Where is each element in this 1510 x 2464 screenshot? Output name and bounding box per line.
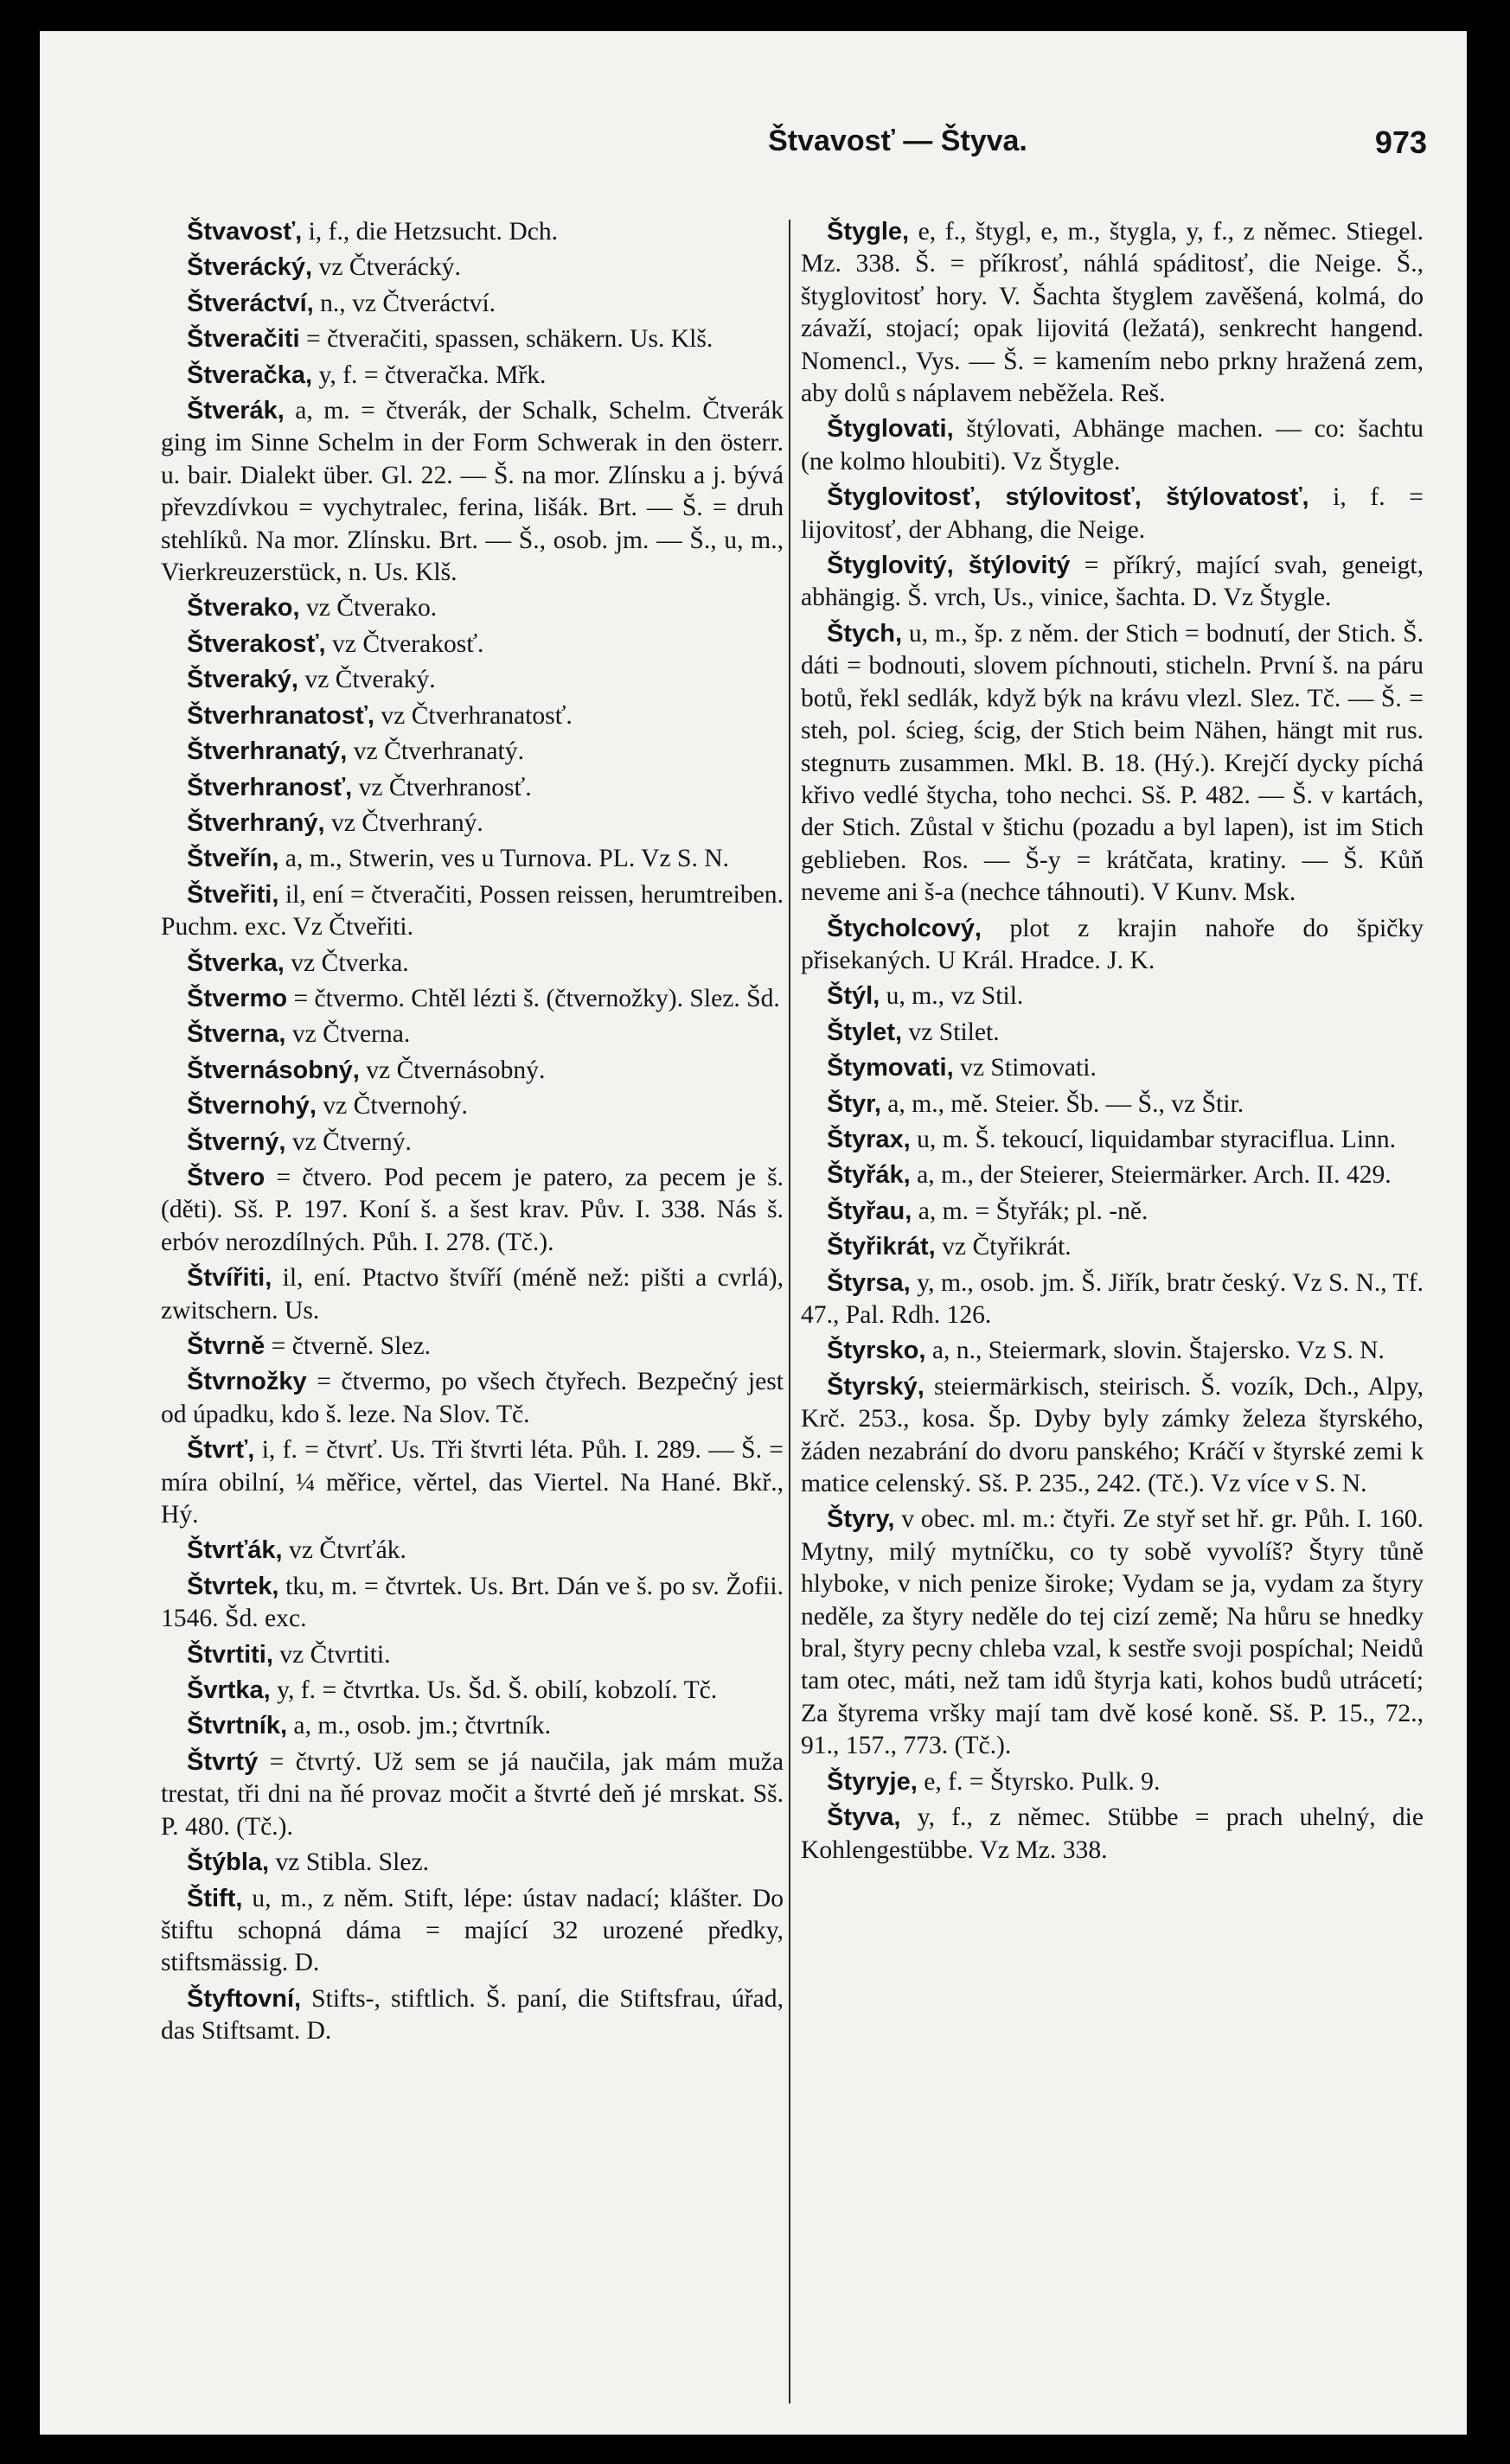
entry-definition: a, m., Stwerin, ves u Turnova. PL. Vz S. N.	[278, 845, 730, 873]
entry-definition: vz Čtverka.	[284, 948, 409, 977]
dictionary-entry	[801, 550, 1424, 615]
entry-headword: Štýl,	[827, 982, 880, 1011]
dictionary-entry	[161, 879, 784, 944]
entry-headword: Štyr,	[827, 1089, 881, 1118]
dictionary-entry	[161, 1571, 784, 1636]
dictionary-entry	[801, 1017, 1424, 1049]
entry-definition: = příkrý, mající svah, geneigt, abhängig. Š. vrch, Us., vinice, šachta. D. Vz Štygle.	[801, 552, 1424, 612]
entry-definition: vz Čtvernohý.	[316, 1092, 468, 1120]
entry-headword: Štvrně	[187, 1332, 266, 1360]
entry-headword: Štveráctví,	[187, 289, 314, 317]
entry-definition: vz Čtyřikrát.	[935, 1233, 1072, 1261]
entry-definition: vz Čtveraký.	[298, 666, 436, 694]
dictionary-entry	[161, 592, 784, 624]
dictionary-entry	[161, 1639, 784, 1671]
entry-definition: u, m., vz Stil.	[880, 982, 1024, 1011]
entry-definition: vz Čtverhranatosť.	[374, 701, 573, 730]
entry-definition: vz Stimovati.	[953, 1054, 1097, 1082]
dictionary-entry	[801, 1267, 1424, 1332]
entry-headword: Štvrtý	[187, 1747, 259, 1776]
entry-definition: a, m., osob. jm.; čtvrtník.	[287, 1712, 551, 1740]
entry-headword: Štveračka,	[187, 361, 313, 389]
dictionary-entry	[801, 1231, 1424, 1263]
entry-definition: a, n., Steiermark, slovin. Štajersko. Vz S. N.	[925, 1337, 1385, 1365]
entry-headword: Štyftovní,	[187, 1984, 302, 2013]
entry-headword: Štveračiti	[187, 325, 300, 354]
entry-definition: vz Čtverný.	[285, 1127, 412, 1156]
dictionary-entry	[161, 772, 784, 804]
dictionary-entry	[801, 1503, 1424, 1762]
entry-headword: Štvermo	[187, 984, 288, 1012]
entry-definition: a, m., mě. Steier. Šb. — Š., vz Štir.	[880, 1089, 1244, 1118]
entry-definition: tku, m. = čtvrtek. Us. Brt. Dán ve š. po sv. Žofii. 1546. Šd. exc.	[161, 1572, 784, 1633]
entry-definition: vz Čtverakosť.	[325, 629, 484, 658]
dictionary-entry	[801, 413, 1424, 478]
entry-definition: a, m. = čtverák, der Schalk, Schelm. Čtverák ging im Sinne Schelm in der Form Schwerak in den österr. u. bair. Dialekt über. Gl. 22. — Š. na mor. Zlínsku a j. bývá převzdívkou = vychytralec, ferina, lišák. Brt. — Š. = druh stehlíků. Na mor. Zlínsku. Brt. — Š., osob. jm. — Š., u, m., Vierkreuzerstück, n. Us. Klš.	[161, 397, 784, 587]
entry-definition: vz Čtverhranosť.	[352, 773, 532, 801]
entry-definition: y, f. = čtveračka. Mřk.	[312, 361, 547, 389]
entry-headword: Štverka,	[187, 948, 285, 977]
entry-definition: u, m., šp. z něm. der Stich = bodnutí, der Stich. Š. dáti = bodnouti, slovem píchnouti, sticheln. První š. na páru botů, řekl sedlák, když býk na krávu vlezl. Slez. Tč. — Š. = steh, pol. ścieg, ścig, der Stich beim Nähen, hängt mit rus. stegnuть zusammen. Mkl. B. 18. (Hý.). Krejčí dycky píchá křivo vedlé štycha, toho nechci. Sš. P. 482. — Š. v kartách, der Stich. Zůstal v štichu (pozadu a byl lapen), ist im Stich geblieben. Ros. — Š-y = krátčata, kratiny. — Š. Kůň neveme ani š-a (nechce táhnouti). V Kunv. Msk.	[801, 619, 1424, 907]
entry-headword: Štveřín,	[187, 845, 279, 873]
entry-definition: vz Čtvrtiti.	[272, 1640, 391, 1669]
entry-definition: e, f., štygl, e, m., štygla, y, f., z němec. Stiegel. Mz. 338. Š. = příkrosť, náhlá spáditosť, die Neige. Š., štyglovitosť hory. V. Šachta štyglem zavěšená, kolmá, do závaží, stojací; opak lijovitá (ležatá), senkrecht hangend. Nomencl., Vys. — Š. = kamením nebo prkny hražená zem, aby dolů s náplavem neběžela. Reš.	[801, 218, 1424, 408]
dictionary-entry	[161, 1366, 784, 1431]
entry-headword: Štverna,	[187, 1020, 286, 1049]
column-divider	[789, 220, 790, 2403]
entry-definition: = čtvero. Pod pecem je patero, za pecem je š. (děti). Sš. P. 197. Koní š. a šest krav. Pův. I. 338. Nás š. erbóv nerozdílných. Půh. I. 278. (Tč.).	[161, 1163, 784, 1256]
entry-headword: Štycholcový,	[827, 914, 982, 942]
entry-headword: Štvrť,	[187, 1436, 255, 1465]
entry-headword: Štýbla,	[187, 1848, 270, 1877]
entry-definition: = čtveračiti, spassen, schäkern. Us. Klš.	[299, 325, 713, 354]
dictionary-entry	[161, 1127, 784, 1159]
entry-definition: y, m., osob. jm. Š. Jiřík, bratr český. Vz S. N., Tf. 47., Pal. Rdh. 126.	[801, 1268, 1424, 1329]
dictionary-entry	[161, 1434, 784, 1531]
dictionary-entry	[161, 1018, 784, 1050]
dictionary-entry	[161, 323, 784, 355]
entry-headword: Štveraký,	[187, 666, 298, 694]
dictionary-entry	[161, 948, 784, 980]
entry-definition: v obec. ml. m.: čtyři. Ze styř set hř. gr. Půh. I. 160. Mytny, milý mytníčku, co ty sobě vyvolíš? Štyry tůně hlyboke, v nich penize široke; Vydam se ja, vydam za štyry neděle, za štyry neděle do tej cizí země; Na hůru se hnedky bral, štyry pecny chleba vzal, k sestře svoji pospíchal; Neidů tam otec, máti, než tam idů štyrja kati, kohos budů utrácetí; Za štyrema vršky mají tam dvě kosé koně. Sš. P. 15., 72., 91., 157., 773. (Tč.).	[801, 1505, 1424, 1760]
entry-headword: Štverakosť,	[187, 629, 326, 658]
entry-definition: štýlovati, Abhänge machen. — co: šachtu (ne kolmo hloubiti). Vz Štygle.	[801, 415, 1424, 476]
dictionary-entry	[801, 1371, 1424, 1501]
dictionary-entry	[161, 216, 784, 248]
entry-definition: u, m. Š. tekoucí, liquidambar styraciflua. Linn.	[910, 1125, 1397, 1153]
entry-definition: steiermärkisch, steirisch. Š. vozík, Dch., Alpy, Krč. 253., kosa. Šp. Dyby byly zámky železa štyrského, žáden nezabrání do dvoru panského; Kráčí v štyrské zemi k matice celenský. Sš. P. 235., 242. (Tč.). Vz více v S. N.	[801, 1372, 1424, 1498]
entry-definition: = čtvermo, po všech čtyřech. Bezpečný jest od úpadku, kdo š. leze. Na Slov. Tč.	[161, 1368, 784, 1428]
dictionary-entry	[161, 1983, 784, 2048]
entry-definition: = čtvermo. Chtěl lézti š. (čtvernožky). Slez. Šd.	[287, 984, 780, 1012]
dictionary-entry	[801, 1196, 1424, 1228]
entry-definition: i, f. = lijovitosť, der Abhang, die Neige.	[801, 483, 1424, 544]
dictionary-entry	[161, 1883, 784, 1980]
entry-headword: Štverný,	[187, 1127, 286, 1156]
entry-definition: plot z krajin nahoře do špičky přisekaných. U Král. Hradce. J. K.	[801, 914, 1424, 974]
dictionary-entry	[161, 252, 784, 284]
entry-headword: Štift,	[187, 1884, 243, 1912]
entry-definition: Stifts-, stiftlich. Š. paní, die Stiftsfrau, úřad, das Stiftsamt. D.	[161, 1984, 784, 2046]
entry-headword: Štverácký,	[187, 253, 313, 282]
running-head: Štvavosť — Štyva.	[768, 124, 1027, 157]
entry-headword: Štyrsko,	[827, 1337, 926, 1365]
entry-headword: Štvavosť,	[187, 218, 303, 246]
dictionary-entry	[801, 482, 1424, 546]
entry-headword: Štyrsa,	[827, 1268, 911, 1297]
entry-definition: vz Čtvernásobný.	[359, 1056, 546, 1084]
dictionary-entry	[161, 1090, 784, 1122]
entry-definition: y, f., z němec. Stübbe = prach uhelný, die Kohlengestübbe. Vz Mz. 338.	[801, 1803, 1424, 1864]
dictionary-entry	[161, 1675, 784, 1707]
right-column	[801, 216, 1424, 1870]
page-number: 973	[1374, 124, 1427, 160]
dictionary-entry	[161, 983, 784, 1015]
entry-headword: Štych,	[827, 619, 903, 648]
entry-headword: Štverako,	[187, 594, 300, 622]
entry-headword: Štverhraný,	[187, 808, 325, 837]
entry-headword: Švrtka,	[187, 1676, 271, 1705]
entry-definition: vz Čtverako.	[299, 594, 438, 622]
entry-headword: Štyryje,	[827, 1767, 918, 1796]
dictionary-entry	[801, 1335, 1424, 1367]
dictionary-entry	[161, 843, 784, 875]
entry-definition: a, m., der Steierer, Steiermärker. Arch. II. 429.	[910, 1161, 1392, 1190]
entry-headword: Štverhranatý,	[187, 737, 348, 766]
dictionary-entry	[161, 1162, 784, 1259]
entry-definition: = čtverně. Slez.	[265, 1332, 431, 1360]
dictionary-entry	[161, 1847, 784, 1879]
dictionary-entry	[161, 736, 784, 768]
dictionary-entry	[801, 1124, 1424, 1156]
entry-headword: Štvernásobný,	[187, 1056, 360, 1084]
entry-headword: Štverhranatosť,	[187, 701, 374, 730]
page-header	[187, 124, 1427, 176]
dictionary-entry	[801, 1766, 1424, 1798]
entry-definition: y, f. = čtvrtka. Us. Šd. Š. obilí, kobzolí. Tč.	[270, 1676, 718, 1705]
entry-headword: Štyva,	[827, 1803, 901, 1832]
entry-headword: Štvero	[187, 1163, 266, 1191]
dictionary-entry	[801, 1088, 1424, 1120]
entry-definition: vz Čtverna.	[285, 1020, 411, 1049]
entry-headword: Štvrnožky	[187, 1368, 307, 1396]
entry-headword: Štyřikrát,	[827, 1233, 936, 1261]
entry-headword: Štvrtník,	[187, 1712, 288, 1740]
entry-headword: Štylet,	[827, 1018, 903, 1046]
entry-headword: Štvrtiti,	[187, 1640, 273, 1669]
entry-headword: Štvířiti,	[187, 1264, 272, 1293]
dictionary-entry	[161, 395, 784, 589]
dictionary-entry	[801, 913, 1424, 978]
dictionary-page	[40, 31, 1467, 2435]
dictionary-entry	[161, 664, 784, 696]
entry-headword: Štyglovitosť, stýlovitosť, štýlovatosť,	[827, 483, 1309, 512]
dictionary-entry	[161, 1710, 784, 1742]
dictionary-entry	[801, 216, 1424, 410]
entry-headword: Štvernohý,	[187, 1092, 317, 1120]
dictionary-entry	[801, 1159, 1424, 1191]
entry-definition: vz Čtverácký.	[312, 253, 461, 282]
dictionary-entry	[801, 980, 1424, 1012]
entry-definition: = čtvrtý. Už sem se já naučila, jak mám muža trestat, tři dni na ňé provaz močit a štvrté deň jé mrskat. Sš. P. 480. (Tč.).	[161, 1747, 784, 1841]
entry-definition: vz Čtverhraný.	[324, 808, 483, 837]
entry-headword: Štyřau,	[827, 1197, 912, 1225]
entry-definition: vz Stibla. Slez.	[269, 1848, 430, 1877]
dictionary-entry	[161, 288, 784, 320]
entry-definition: vz Čtvrťák.	[282, 1536, 406, 1565]
dictionary-entry	[161, 1055, 784, 1087]
dictionary-entry	[801, 1802, 1424, 1867]
dictionary-entry	[161, 1535, 784, 1567]
entry-definition: vz Čtverhranatý.	[347, 737, 524, 766]
entry-headword: Štygle,	[827, 218, 910, 246]
entry-definition: n., vz Čtveráctví.	[313, 289, 496, 317]
entry-headword: Štyřák,	[827, 1161, 911, 1190]
dictionary-entry	[161, 629, 784, 661]
entry-definition: a, m. = Štyřák; pl. -ně.	[912, 1197, 1148, 1225]
entry-headword: Štverák,	[187, 397, 285, 425]
entry-headword: Štyrax,	[827, 1125, 911, 1153]
dictionary-entry	[161, 700, 784, 732]
entry-definition: i, f., die Hetzsucht. Dch.	[302, 218, 559, 246]
entry-definition: e, f. = Štyrsko. Pulk. 9.	[917, 1767, 1161, 1796]
dictionary-entry	[161, 1262, 784, 1327]
entry-headword: Štverhranosť,	[187, 773, 353, 801]
dictionary-entry	[161, 1331, 784, 1363]
entry-definition: i, f. = čtvrť. Us. Tři štvrti léta. Půh. I. 289. — Š. = míra obilní, ¼ měřice, věrtel, das Viertel. Na Hané. Bkř., Hý.	[161, 1436, 784, 1529]
entry-headword: Štyry,	[827, 1505, 895, 1534]
entry-headword: Štveřiti,	[187, 880, 279, 909]
entry-headword: Štvrtek,	[187, 1572, 279, 1600]
entry-definition: vz Stilet.	[902, 1018, 1000, 1046]
dictionary-entry	[801, 618, 1424, 910]
dictionary-entry	[161, 808, 784, 839]
dictionary-entry	[161, 1746, 784, 1843]
entry-headword: Štvrťák,	[187, 1536, 283, 1565]
dictionary-entry	[161, 360, 784, 392]
entry-definition: u, m., z něm. Stift, lépe: ústav nadací; klášter. Do štiftu schopná dáma = mající 32 urozené předky, stiftsmässig. D.	[161, 1884, 784, 1977]
entry-definition: il, ení. Ptactvo štvíří (méně než: pišti a cvrlá), zwitschern. Us.	[161, 1264, 784, 1325]
entry-headword: Štyglovitý, štýlovitý	[827, 552, 1071, 580]
dictionary-entry	[801, 1052, 1424, 1084]
entry-headword: Štyrský,	[827, 1372, 925, 1401]
entry-definition: il, ení = čtveračiti, Possen reissen, herumtreiben. Puchm. exc. Vz Čtveřiti.	[161, 880, 784, 942]
entry-headword: Štymovati,	[827, 1054, 954, 1082]
entry-headword: Štyglovati,	[827, 415, 954, 444]
left-column	[161, 216, 784, 2052]
